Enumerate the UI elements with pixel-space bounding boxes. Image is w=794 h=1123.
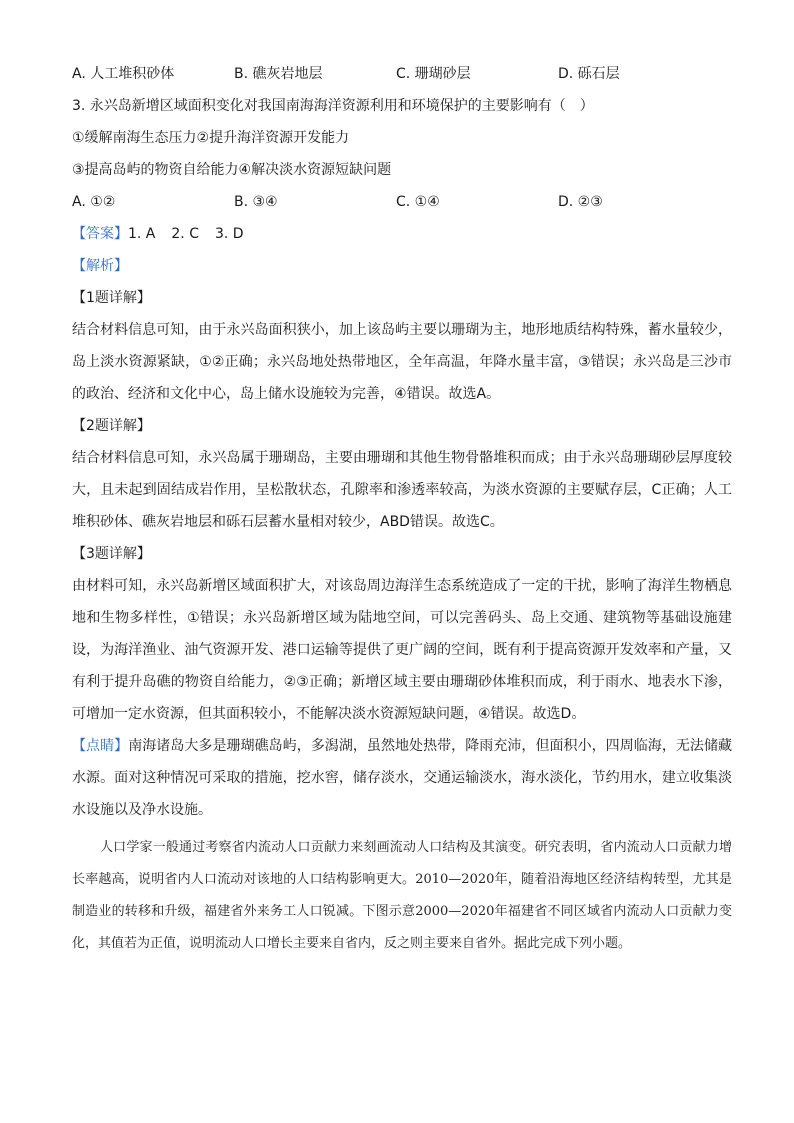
material-paragraph: 人口学家一般通过考察省内流动人口贡献力来刻画流动人口结构及其演变。研究表明，省内流动人口贡献力增长率越高，说明省内人口流动对该地的人口结构影响更大。2010—2020年，随着沿海地区经济结构转型，尤其是制造业的转移和升级，福建省外来务工人口锐减。下图示意2000—2020年福建省不同区域省内流动人口贡献力变化，其值若为正值，说明流动人口增长主要来自省内，反之则主要来自省外。据此完成下列小题。 (72, 840, 732, 951)
answer-3: 3. D (214, 226, 244, 242)
analysis-tag: 【解析】 (72, 258, 128, 274)
tip-text: 南海诸岛大多是珊瑚礁岛屿，多潟湖，虽然地处热带，降雨充沛，但面积小，四周临海，无法储藏水源。面对这种情况可采取的措施，挖水窖，储存淡水，交通运输淡水，海水淡化，节约用水，建立收集淡水设施以及净水设施。 (72, 738, 733, 818)
q2-options (72, 58, 732, 90)
q3-options (72, 186, 732, 218)
detail-1-text: 结合材料信息可知，由于永兴岛面积狭小，加上该岛屿主要以珊瑚为主，地形地质结构特殊，蓄水量较少，岛上淡水资源紧缺，①②正确；永兴岛地处热带地区，全年高温，年降水量丰富，③错误；永兴岛是三沙市的政治、经济和文化中心，岛上储水设施较为完善，④错误。故选A。 (72, 322, 732, 402)
detail-3-title: 【3题详解】 (72, 546, 151, 562)
option-d[interactable]: D. ②③ (558, 194, 603, 210)
q3-item-line-2: ③提高岛屿的物资自给能力④解决淡水资源短缺问题 (72, 162, 392, 178)
tip-tag: 【点睛】 (72, 738, 129, 754)
option-a[interactable]: A. ①② (72, 194, 116, 210)
document-page (72, 58, 732, 960)
detail-2-text: 结合材料信息可知，永兴岛属于珊瑚岛，主要由珊瑚和其他生物骨骼堆积而成；由于永兴岛珊瑚砂层厚度较大，且未起到固结成岩作用，呈松散状态，孔隙率和渗透率较高，为淡水资源的主要赋存层，C正确；人工堆积砂体、礁灰岩地层和砾石层蓄水量相对较少，ABD错误。故选C。 (72, 450, 732, 530)
option-c[interactable]: C. 珊瑚砂层 (396, 66, 471, 82)
detail-1-title: 【1题详解】 (72, 290, 151, 306)
answer-line (72, 218, 732, 250)
option-c[interactable]: C. ①④ (396, 194, 440, 210)
q3-stem: 3. 永兴岛新增区域面积变化对我国南海海洋资源利用和环境保护的主要影响有（ ） (72, 98, 594, 114)
option-d[interactable]: D. 砾石层 (558, 66, 620, 82)
q3-item-line-1: ①缓解南海生态压力②提升海洋资源开发能力 (72, 130, 350, 146)
option-b[interactable]: B. 礁灰岩地层 (234, 66, 323, 82)
option-b[interactable]: B. ③④ (234, 194, 278, 210)
answer-2: 2. C (171, 226, 199, 242)
tip-paragraph (72, 730, 732, 826)
answer-1: 1. A (128, 226, 156, 242)
answer-tag: 【答案】 (72, 226, 128, 242)
detail-3-text: 由材料可知，永兴岛新增区域面积扩大，对该岛周边海洋生态系统造成了一定的干扰，影响了海洋生物栖息地和生物多样性，①错误；永兴岛新增区域为陆地空间，可以完善码头、岛上交通、建筑物等基础设施建设，为海洋渔业、油气资源开发、港口运输等提供了更广阔的空间，既有利于提高资源开发效率和产量，又有利于提升岛礁的物资自给能力，②③正确；新增区域主要由珊瑚砂体堆积而成，利于雨水、地表水下渗，可增加一定水资源，但其面积较小，不能解决淡水资源短缺问题，④错误。故选D。 (72, 578, 732, 722)
detail-2-title: 【2题详解】 (72, 418, 151, 434)
option-a[interactable]: A. 人工堆积砂体 (72, 66, 175, 82)
